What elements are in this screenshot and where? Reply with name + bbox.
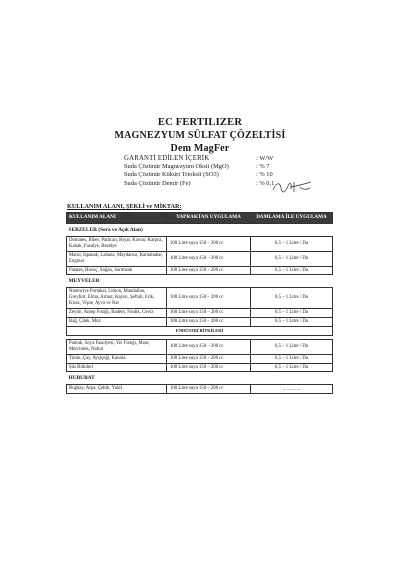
table-row	[67, 309, 333, 318]
guarantee-row	[124, 163, 274, 171]
foliar-cell: 100 Litre suya 150 – 200 cc	[167, 339, 251, 354]
foliar-cell: 100 Litre suya 150 – 200 cc	[167, 385, 251, 394]
guarantee-value: : % 10	[256, 171, 273, 179]
drip-cell: 0,5 – 1 Litre / Da	[251, 266, 333, 275]
table-row	[67, 251, 333, 266]
crop-cell: Marul, Ispanak, Lahana, Maydanoz, Karnabahar, Enginar	[67, 251, 167, 266]
table-header-row	[67, 213, 333, 224]
category-row	[67, 275, 333, 288]
table-row	[67, 354, 333, 363]
crop-cell: Domates, Biber, Patlıcan, Hıyar, Kavun, Karpuz, Kabak, Fasulye, Bezelye	[67, 236, 167, 251]
table-row	[67, 266, 333, 275]
category-title: MEYVELER	[68, 278, 100, 285]
guarantee-value: : % 0,1	[256, 179, 275, 187]
crop-cell: Patates, Havuç, Soğan, Sarımsak	[67, 266, 167, 275]
usage-heading: KULLANIM ALANI, ŞEKLİ ve MİKTAR:	[67, 203, 182, 210]
table-row	[67, 317, 333, 326]
column-header-usage-area: KULLANIM ALANI	[67, 213, 167, 224]
crop-cell: Tütün, Çay, Ayçiçeği, Kanola	[67, 354, 167, 363]
document-title: EC FERTILIZER	[157, 117, 243, 128]
foliar-cell: 100 Litre suya 150 – 200 cc	[167, 354, 251, 363]
drip-cell: 0,5 – 1 Litre / Da	[251, 251, 333, 266]
guarantee-heading-row	[124, 155, 274, 163]
table-row	[67, 385, 333, 394]
guarantee-label: Suda Çözünür Demir (Fe)	[124, 179, 191, 187]
usage-table	[66, 212, 333, 394]
guarantee-heading: GARANTİ EDİLEN İÇERİK	[124, 155, 210, 162]
drip-cell: 0,5 – 1 Litre / Da	[251, 339, 333, 354]
column-header-foliar: YAPRAKTAN UYGULAMA	[167, 213, 251, 224]
crop-cell: Süs Bitkileri	[67, 363, 167, 372]
product-name: Dem MagFer	[170, 143, 230, 154]
signature-scribble	[270, 178, 314, 196]
drip-cell: 0,5 – 1 Litre / Da	[251, 363, 333, 372]
table-row	[67, 288, 333, 309]
table-row	[67, 363, 333, 372]
drip-cell: _ _ _ _ _	[251, 385, 333, 394]
column-header-drip: DAMLAMA İLE UYGULAMA	[251, 213, 333, 224]
drip-cell: 0,5 – 1 Litre / Da	[251, 354, 333, 363]
foliar-cell: 100 Litre suya 150 – 200 cc	[167, 317, 251, 326]
title-block	[0, 116, 400, 155]
crop-cell: Zeytin, Antep Fıstığı, Badem, Fındık, Ceviz	[67, 309, 167, 318]
guarantee-value: : % 7	[256, 163, 270, 171]
table-row	[67, 236, 333, 251]
drip-cell: 0,5 – 1 Litre / Da	[251, 317, 333, 326]
guarantee-row	[124, 171, 274, 179]
guaranteed-content	[124, 155, 274, 188]
table-row	[67, 339, 333, 354]
guarantee-label: Suda Çözünür Magnezyum Oksit (MgO)	[124, 163, 229, 171]
crop-cell: Buğday, Arpa, Çeltik, Yulaf	[67, 385, 167, 394]
category-title: SEBZELER (Sera ve Açık Alan)	[68, 227, 143, 233]
crop-cell: Bağ, Çilek, Muz	[67, 317, 167, 326]
foliar-cell: 100 Litre suya 150 – 200 cc	[167, 309, 251, 318]
document-subtitle: MAGNEZYUM SÜLFAT ÇÖZELTİSİ	[114, 130, 286, 141]
drip-cell: 0,5 – 1 Litre / Da	[251, 236, 333, 251]
drip-cell: 0,5 – 1 Litre / Da	[251, 309, 333, 318]
guarantee-unit: : W/W	[256, 155, 274, 162]
category-title: ENDÜSTRİ BİTKİLERİ	[67, 326, 333, 335]
drip-cell: 0,5 – 1 Litre / Da	[251, 288, 333, 309]
category-title: HUBUBAT	[68, 375, 95, 382]
foliar-cell: 100 Litre suya 150 – 200 cc	[167, 251, 251, 266]
foliar-cell: 100 Litre suya 150 – 200 cc	[167, 236, 251, 251]
crop-cell: Narenciye Portakal, Limon, Mandalina, Greyfurt, Elma, Armut, Kayısı, Şeftali, Erik, Kiraz, Vişne, Ayva ve Nar	[67, 288, 167, 309]
foliar-cell: 100 Litre suya 150 – 200 cc	[167, 288, 251, 309]
guarantee-row	[124, 180, 274, 188]
category-row	[67, 224, 333, 237]
foliar-cell: 100 Litre suya 150 – 200 cc	[167, 363, 251, 372]
guarantee-label: Suda Çözünür Kükürt Trioksit (SO3)	[124, 171, 219, 179]
crop-cell: Pamuk, Soya Fasulyesi, Yer Fıstığı, Mısır, Mercimek, Nohut	[67, 339, 167, 354]
category-row	[67, 326, 333, 335]
category-row	[67, 372, 333, 385]
foliar-cell: 100 Litre suya 150 – 200 cc	[167, 266, 251, 275]
